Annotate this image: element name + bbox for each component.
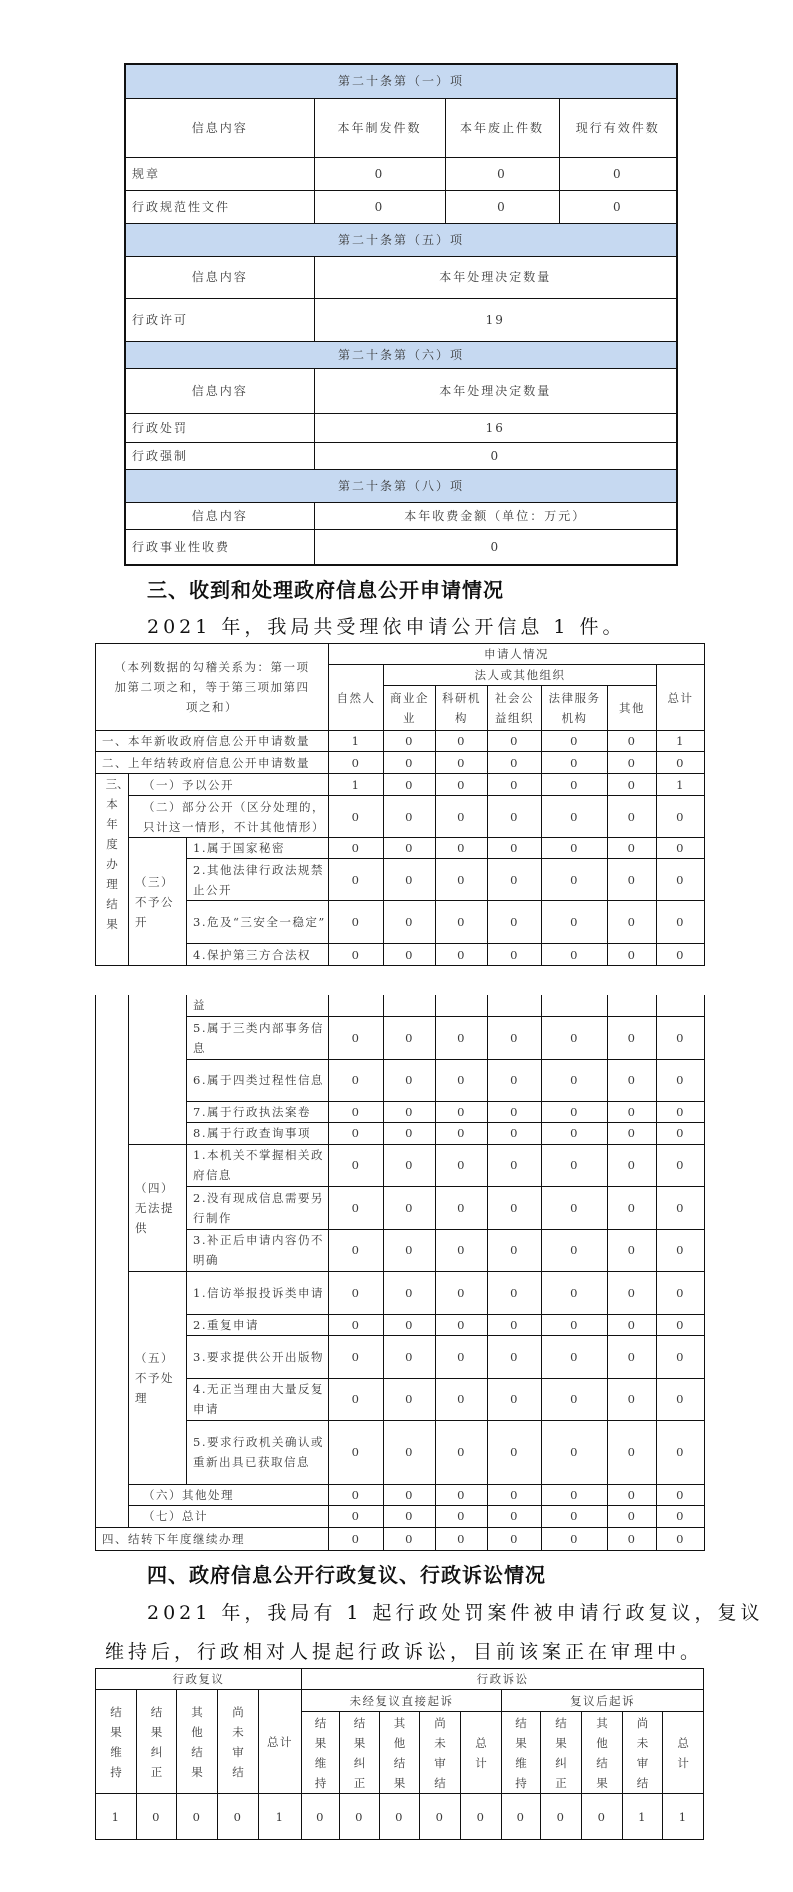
- col-header: 商业企业: [384, 686, 436, 731]
- value-cell: 0: [542, 731, 608, 752]
- value-cell: 0: [542, 1378, 608, 1420]
- row-label: 1.属于国家秘密: [187, 838, 329, 859]
- value-cell: 0: [657, 1527, 705, 1550]
- value-cell: 0: [488, 1335, 542, 1378]
- section-4-heading: 四、政府信息公开行政复议、行政诉讼情况: [147, 1563, 546, 1587]
- value-cell: 0: [488, 1527, 542, 1550]
- value-cell: 0: [329, 901, 384, 944]
- value-cell: [542, 995, 608, 1016]
- col-header: 总计: [259, 1690, 302, 1794]
- col-header: 现行有效件数: [559, 98, 677, 157]
- value-cell: 0: [436, 1229, 488, 1271]
- value-cell: 0: [436, 1505, 488, 1527]
- value-cell: 0: [542, 1420, 608, 1484]
- cell: 0: [559, 190, 677, 223]
- value-cell: 0: [542, 901, 608, 944]
- value-cell: 0: [384, 1229, 436, 1271]
- row-label: 3.补正后申请内容仍不明确: [187, 1229, 329, 1271]
- value-cell: 0: [384, 944, 436, 966]
- value-cell: 0: [657, 1314, 705, 1335]
- value-cell: 0: [657, 838, 705, 859]
- total-header: 总计: [657, 665, 705, 731]
- value-cell: 0: [384, 1505, 436, 1527]
- row-label: 2.其他法律行政法规禁止公开: [187, 859, 329, 901]
- value-cell: 0: [488, 1059, 542, 1101]
- value-cell: 0: [436, 1484, 488, 1505]
- value-cell: 0: [329, 1144, 384, 1186]
- value-cell: 1: [623, 1794, 663, 1840]
- value-cell: 0: [542, 1314, 608, 1335]
- value-cell: 0: [657, 1505, 705, 1527]
- value-cell: 0: [384, 1314, 436, 1335]
- value-cell: 0: [384, 1144, 436, 1186]
- value-cell: 0: [608, 752, 657, 774]
- row-label: 2.没有现成信息需要另行制作: [187, 1186, 329, 1229]
- col-header: 本年制发件数: [314, 98, 445, 157]
- value-cell: 0: [608, 901, 657, 944]
- col-header: 本年处理决定数量: [314, 256, 677, 298]
- value-cell: 0: [608, 731, 657, 752]
- value-cell: 0: [657, 796, 705, 838]
- row-label: 行政规范性文件: [125, 190, 314, 223]
- value-cell: 0: [488, 838, 542, 859]
- value-cell: 0: [436, 796, 488, 838]
- value-cell: 0: [488, 774, 542, 796]
- value-cell: 0: [488, 1505, 542, 1527]
- value-cell: 0: [177, 1794, 218, 1840]
- row-label: 5.属于三类内部事务信息: [187, 1016, 329, 1059]
- value-cell: [436, 995, 488, 1016]
- value-cell: 0: [488, 1378, 542, 1420]
- row-label: 规章: [125, 157, 314, 190]
- value-cell: 0: [329, 944, 384, 966]
- value-cell: 0: [488, 1122, 542, 1144]
- value-cell: 0: [488, 1186, 542, 1229]
- value-cell: 0: [582, 1794, 623, 1840]
- row-label: 行政许可: [125, 298, 314, 341]
- value-cell: 0: [542, 859, 608, 901]
- value-cell: 0: [542, 1335, 608, 1378]
- cell: 0: [559, 157, 677, 190]
- no-disclose-group-continued: [129, 995, 187, 1144]
- value-cell: 0: [657, 1378, 705, 1420]
- value-cell: 0: [488, 944, 542, 966]
- value-cell: 0: [329, 859, 384, 901]
- value-cell: 0: [384, 1335, 436, 1378]
- result-group-label: 三、本年度办理结果: [96, 774, 129, 966]
- value-cell: 0: [608, 1122, 657, 1144]
- value-cell: 0: [542, 1186, 608, 1229]
- col-header: 尚未审结: [623, 1712, 663, 1794]
- value-cell: 0: [420, 1794, 461, 1840]
- value-cell: 0: [137, 1794, 177, 1840]
- value-cell: 0: [436, 1378, 488, 1420]
- section-title: 第二十条第（八）项: [125, 469, 677, 502]
- value-cell: 0: [657, 1186, 705, 1229]
- value-cell: [384, 995, 436, 1016]
- value-cell: 0: [384, 752, 436, 774]
- value-cell: 0: [657, 1335, 705, 1378]
- value-cell: 0: [436, 1122, 488, 1144]
- value-cell: 0: [488, 1016, 542, 1059]
- row-label: 3.要求提供公开出版物: [187, 1335, 329, 1378]
- value-cell: 0: [436, 838, 488, 859]
- value-cell: 0: [436, 1420, 488, 1484]
- value-cell: 0: [488, 1144, 542, 1186]
- value-cell: 0: [502, 1794, 541, 1840]
- col-header: 其他结果: [582, 1712, 623, 1794]
- value-cell: 0: [436, 1314, 488, 1335]
- value-cell: 0: [608, 1144, 657, 1186]
- value-cell: 0: [436, 1016, 488, 1059]
- cell: 0: [445, 157, 559, 190]
- value-cell: 0: [542, 752, 608, 774]
- value-cell: 0: [608, 1016, 657, 1059]
- row-label: （七）总计: [129, 1505, 329, 1527]
- value-cell: 0: [657, 859, 705, 901]
- value-cell: 1: [96, 1794, 137, 1840]
- value-cell: 0: [436, 901, 488, 944]
- col-header: 结果维持: [96, 1690, 137, 1794]
- col-header: 信息内容: [125, 256, 314, 298]
- col-header: 其他结果: [380, 1712, 420, 1794]
- value-cell: 0: [329, 1186, 384, 1229]
- value-cell: 1: [259, 1794, 302, 1840]
- cannot-provide-group-label: （四）无法提供: [129, 1144, 187, 1271]
- row-label: 2.重复申请: [187, 1314, 329, 1335]
- row-label: 行政事业性收费: [125, 529, 314, 565]
- value-cell: 0: [329, 752, 384, 774]
- value-cell: 0: [384, 774, 436, 796]
- section-title: 第二十条第（一）项: [125, 64, 677, 98]
- value-cell: 0: [329, 1420, 384, 1484]
- value-cell: 0: [608, 1186, 657, 1229]
- value-cell: 0: [657, 1016, 705, 1059]
- row-label: 6.属于四类过程性信息: [187, 1059, 329, 1101]
- value-cell: 0: [542, 944, 608, 966]
- value-cell: 0: [329, 1505, 384, 1527]
- after-review-suit-header: 复议后起诉: [502, 1690, 704, 1712]
- legal-entity-header: 法人或其他组织: [384, 665, 657, 686]
- value-cell: 0: [329, 1229, 384, 1271]
- value-cell: 0: [488, 1484, 542, 1505]
- value-cell: 0: [436, 752, 488, 774]
- value-cell: 0: [608, 1484, 657, 1505]
- value-cell: 0: [608, 1378, 657, 1420]
- value-cell: 0: [436, 1101, 488, 1122]
- value-cell: 0: [436, 1527, 488, 1550]
- value-cell: 0: [608, 944, 657, 966]
- value-cell: 0: [542, 1527, 608, 1550]
- value-cell: 0: [542, 1505, 608, 1527]
- review-header: 行政复议: [96, 1669, 302, 1690]
- value-cell: 0: [657, 1122, 705, 1144]
- value-cell: 0: [436, 1186, 488, 1229]
- value-cell: 0: [384, 1271, 436, 1314]
- value-cell: 0: [608, 1101, 657, 1122]
- value-cell: 0: [384, 1186, 436, 1229]
- value-cell: 0: [488, 731, 542, 752]
- row-label: 行政处罚: [125, 413, 314, 442]
- result-group-continued: [96, 995, 129, 1527]
- application-table-part2: [95, 995, 705, 1551]
- no-handle-group-label: （五）不予处理: [129, 1271, 187, 1484]
- value-cell: 0: [384, 1484, 436, 1505]
- value-cell: 0: [657, 901, 705, 944]
- value-cell: 0: [329, 1314, 384, 1335]
- value-cell: 0: [384, 859, 436, 901]
- value-cell: 0: [384, 1527, 436, 1550]
- value-cell: 0: [384, 731, 436, 752]
- row-label: 5.要求行政机关确认或重新出具已获取信息: [187, 1420, 329, 1484]
- value-cell: 0: [436, 1059, 488, 1101]
- cell: 0: [445, 190, 559, 223]
- value-cell: 0: [329, 1059, 384, 1101]
- value-cell: 0: [384, 1378, 436, 1420]
- value-cell: 0: [384, 838, 436, 859]
- cell: 0: [314, 190, 445, 223]
- value-cell: 0: [542, 1484, 608, 1505]
- col-header: 总计: [461, 1712, 502, 1794]
- value-cell: 0: [608, 1335, 657, 1378]
- no-disclose-group-label: （三）不予公开: [129, 838, 187, 966]
- value-cell: 0: [657, 1484, 705, 1505]
- col-header: 科研机构: [436, 686, 488, 731]
- value-cell: 0: [436, 731, 488, 752]
- value-cell: 0: [218, 1794, 259, 1840]
- value-cell: 0: [657, 1229, 705, 1271]
- value-cell: 0: [542, 1101, 608, 1122]
- value-cell: 0: [488, 859, 542, 901]
- col-header: 结果维持: [502, 1712, 541, 1794]
- col-header: 本年废止件数: [445, 98, 559, 157]
- value-cell: 0: [461, 1794, 502, 1840]
- cell: 16: [314, 413, 677, 442]
- value-cell: 0: [436, 1144, 488, 1186]
- cell: 19: [314, 298, 677, 341]
- value-cell: 0: [340, 1794, 380, 1840]
- row-label: 四、结转下年度继续办理: [96, 1527, 329, 1550]
- value-cell: 0: [608, 1229, 657, 1271]
- row-label: 8.属于行政查询事项: [187, 1122, 329, 1144]
- value-cell: 0: [384, 1122, 436, 1144]
- value-cell: 0: [657, 1101, 705, 1122]
- col-header: 其他: [608, 686, 657, 731]
- value-cell: 0: [384, 1016, 436, 1059]
- col-header: 法律服务机构: [542, 686, 608, 731]
- value-cell: 0: [436, 774, 488, 796]
- row-label: 1.本机关不掌握相关政府信息: [187, 1144, 329, 1186]
- value-cell: 0: [436, 1271, 488, 1314]
- row-label: （二）部分公开（区分处理的，只计这一情形，不计其他情形）: [129, 796, 329, 838]
- value-cell: 0: [488, 1420, 542, 1484]
- col-header: 社会公益组织: [488, 686, 542, 731]
- value-cell: 0: [384, 1101, 436, 1122]
- direct-suit-header: 未经复议直接起诉: [302, 1690, 502, 1712]
- col-header: 结果纠正: [541, 1712, 582, 1794]
- value-cell: 1: [657, 774, 705, 796]
- value-cell: [608, 995, 657, 1016]
- cell: 0: [314, 157, 445, 190]
- value-cell: 0: [488, 796, 542, 838]
- value-cell: 0: [542, 838, 608, 859]
- section-title: 第二十条第（六）项: [125, 341, 677, 368]
- value-cell: 0: [384, 796, 436, 838]
- col-header: 结果纠正: [340, 1712, 380, 1794]
- value-cell: 0: [329, 838, 384, 859]
- value-cell: 0: [329, 1271, 384, 1314]
- value-cell: 0: [329, 1335, 384, 1378]
- application-table-part1: [95, 643, 705, 966]
- value-cell: 0: [608, 774, 657, 796]
- row-label: 4.保护第三方合法权: [187, 944, 329, 966]
- value-cell: 0: [657, 944, 705, 966]
- value-cell: 0: [608, 1059, 657, 1101]
- value-cell: 0: [542, 796, 608, 838]
- litigation-header: 行政诉讼: [302, 1669, 704, 1690]
- value-cell: 1: [329, 731, 384, 752]
- row-label: （一）予以公开: [129, 774, 329, 796]
- value-cell: [329, 995, 384, 1016]
- value-cell: 0: [436, 859, 488, 901]
- value-cell: 0: [436, 1335, 488, 1378]
- value-cell: 0: [541, 1794, 582, 1840]
- value-cell: 0: [329, 1527, 384, 1550]
- value-cell: 0: [608, 1420, 657, 1484]
- value-cell: 0: [608, 859, 657, 901]
- row-label: 一、本年新收政府信息公开申请数量: [96, 731, 329, 752]
- value-cell: 0: [542, 1016, 608, 1059]
- section-4-paragraph-line1: 2021 年，我局有 1 起行政处罚案件被申请行政复议，复议: [147, 1602, 764, 1624]
- col-header: 信息内容: [125, 502, 314, 529]
- col-header: 总计: [663, 1712, 704, 1794]
- row-label: 7.属于行政执法案卷: [187, 1101, 329, 1122]
- value-cell: 0: [329, 796, 384, 838]
- value-cell: 0: [542, 1144, 608, 1186]
- cell: 0: [314, 442, 677, 469]
- value-cell: 0: [488, 901, 542, 944]
- value-cell: 0: [608, 838, 657, 859]
- value-cell: 0: [608, 1527, 657, 1550]
- col-header: 结果维持: [302, 1712, 340, 1794]
- value-cell: 1: [657, 731, 705, 752]
- col-header: 本年处理决定数量: [314, 368, 677, 413]
- value-cell: 0: [329, 1378, 384, 1420]
- row-label: 4.无正当理由大量反复申请: [187, 1378, 329, 1420]
- value-cell: 0: [542, 1059, 608, 1101]
- value-cell: 0: [657, 752, 705, 774]
- section-4-paragraph-line2: 维持后，行政相对人提起行政诉讼，目前该案正在审理中。: [105, 1641, 704, 1663]
- value-cell: 0: [608, 796, 657, 838]
- value-cell: 0: [329, 1484, 384, 1505]
- col-header: 其他结果: [177, 1690, 218, 1794]
- value-cell: 0: [488, 752, 542, 774]
- value-cell: 1: [663, 1794, 704, 1840]
- cell: 0: [314, 529, 677, 565]
- section-3-paragraph: 2021 年，我局共受理依申请公开信息 1 件。: [147, 616, 626, 638]
- natural-person-header: 自然人: [329, 665, 384, 731]
- col-header: 本年收费金额（单位：万元）: [314, 502, 677, 529]
- value-cell: 0: [542, 1271, 608, 1314]
- value-cell: 0: [488, 1229, 542, 1271]
- value-cell: 0: [329, 1016, 384, 1059]
- col-header: 尚未审结: [420, 1712, 461, 1794]
- col-header: 尚未审结: [218, 1690, 259, 1794]
- col-header: 信息内容: [125, 98, 314, 157]
- review-litigation-table: [95, 1668, 704, 1840]
- value-cell: 0: [608, 1314, 657, 1335]
- row-label: 3.危及“三安全一稳定”: [187, 901, 329, 944]
- col-header: 信息内容: [125, 368, 314, 413]
- value-cell: 0: [329, 1122, 384, 1144]
- value-cell: 1: [329, 774, 384, 796]
- row-label: （六）其他处理: [129, 1484, 329, 1505]
- value-cell: 0: [488, 1271, 542, 1314]
- row-label: 益: [187, 995, 329, 1016]
- applicant-header: 申请人情况: [329, 644, 705, 665]
- row-label: 1.信访举报投诉类申请: [187, 1271, 329, 1314]
- col-header: 结果纠正: [137, 1690, 177, 1794]
- note-header: （本列数据的勾稽关系为：第一项加第二项之和，等于第三项加第四项之和）: [96, 644, 329, 731]
- value-cell: 0: [488, 1101, 542, 1122]
- value-cell: 0: [488, 1314, 542, 1335]
- value-cell: 0: [436, 944, 488, 966]
- value-cell: 0: [608, 1505, 657, 1527]
- value-cell: 0: [542, 774, 608, 796]
- section-title: 第二十条第（五）项: [125, 223, 677, 256]
- value-cell: 0: [657, 1059, 705, 1101]
- value-cell: 0: [608, 1271, 657, 1314]
- value-cell: 0: [384, 1059, 436, 1101]
- value-cell: 0: [380, 1794, 420, 1840]
- value-cell: 0: [542, 1229, 608, 1271]
- value-cell: [488, 995, 542, 1016]
- section-3-heading: 三、收到和处理政府信息公开申请情况: [147, 578, 504, 602]
- value-cell: 0: [384, 1420, 436, 1484]
- value-cell: 0: [657, 1271, 705, 1314]
- value-cell: 0: [302, 1794, 340, 1840]
- value-cell: 0: [657, 1420, 705, 1484]
- value-cell: 0: [542, 1122, 608, 1144]
- row-label: 行政强制: [125, 442, 314, 469]
- value-cell: [657, 995, 705, 1016]
- value-cell: 0: [657, 1144, 705, 1186]
- regulation-table: [124, 63, 678, 566]
- value-cell: 0: [384, 901, 436, 944]
- value-cell: 0: [329, 1101, 384, 1122]
- row-label: 二、上年结转政府信息公开申请数量: [96, 752, 329, 774]
